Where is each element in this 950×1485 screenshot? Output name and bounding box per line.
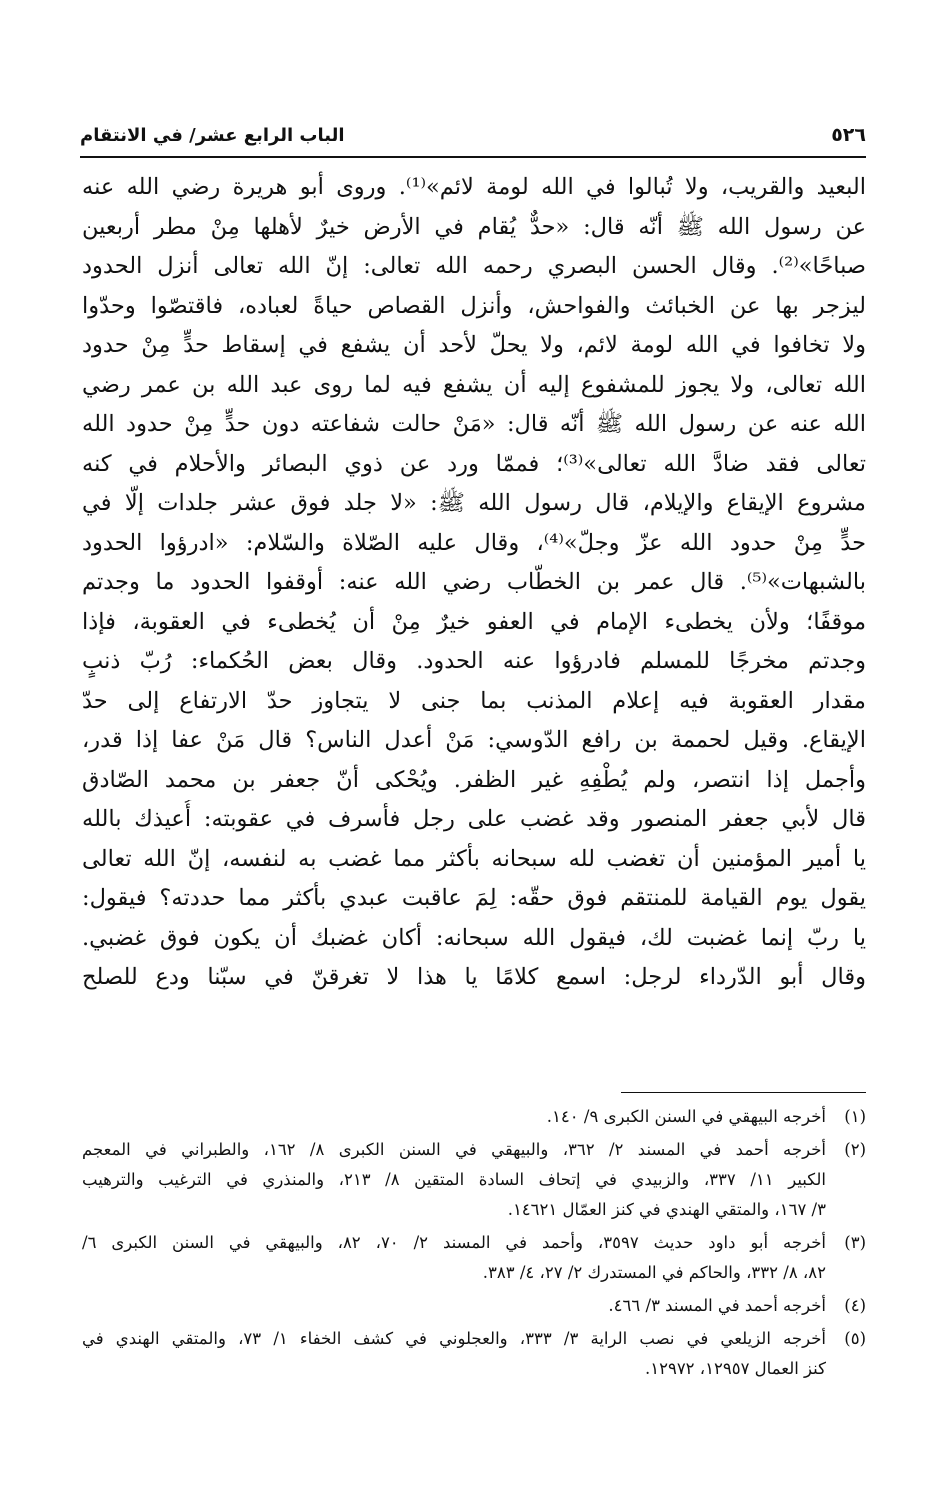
- footnote-line: أخرجه أحمد في المسند ٣/ ٤٦٦.: [608, 1296, 826, 1315]
- footnote-line: أخرجه أحمد في المسند ٢/ ٣٦٢، والبيهقي في السنن الكبرى ٨/ ١٦٢، والطبراني في المعجم: [82, 1140, 826, 1159]
- text-line: البعيد والقريب، ولا تُبالوا في الله لومة لائم»⁽¹⁾. وروى أبو هريرة رضي الله عنه: [82, 174, 866, 200]
- text-line: بالشبهات»⁽⁵⁾. قال عمر بن الخطّاب رضي الله عنه: أوقفوا الحدود ما وجدتم: [82, 569, 866, 595]
- text-line: يقول يوم القيامة للمنتقم فوق حقّه: لِمَ عاقبت عبدي بأكثر مما حددته؟ فيقول:: [82, 885, 866, 911]
- footnote-3: [82, 1228, 866, 1288]
- text-line: قال لأبي جعفر المنصور وقد غضب على رجل فأسرف في عقوبته: أُعيذك بالله: [82, 806, 866, 832]
- footnote-line: ٣/ ١٦٧، والمتقي الهندي في كنز العمّال ١٤٦٢١.: [507, 1200, 826, 1219]
- footnote-line: ٨٢، ٨/ ٣٣٢، والحاكم في المستدرك ٢/ ٢٧، ٤/ ٣٨٣.: [482, 1263, 826, 1282]
- footnotes: [82, 1102, 866, 1387]
- page-number: ٥٢٦: [831, 124, 866, 146]
- text-line: يا أمير المؤمنين أن تغضب لله سبحانه بأكثر مما غضب به لنفسه، إنّ الله تعالى: [82, 845, 866, 872]
- text-line: ليزجر بها عن الخبائث والفواحش، وأنزل القصاص حياةً لعباده، فاقتصّوا وحدّوا: [82, 292, 866, 319]
- text-line: مقدار العقوبة فيه إعلام المذنب بما جنى لا يتجاوز حدّ الارتفاع إلى حدّ: [82, 687, 866, 714]
- text-line: عن رسول الله ﷺ أنّه قال: «حدٌّ يُقام في الأرض خيرٌ لأهلها مِنْ مطر أربعين: [82, 213, 866, 240]
- text-line: وأجمل إذا انتصر، ولم يُطْفِهِ غير الظفر. ويُحْكى أنّ جعفر بن محمد الصّادق: [82, 766, 866, 793]
- text-line: يا ربّ إنما غضبت لك، فيقول الله سبحانه: أكان غضبك أن يكون فوق غضبي.: [82, 924, 866, 951]
- text-line: حدٍّ مِنْ حدود الله عزّ وجلّ»⁽⁴⁾، وقال عليه الصّلاة والسّلام: «ادرؤوا الحدود: [82, 529, 866, 556]
- footnote-2: [82, 1135, 866, 1225]
- main-text: [82, 168, 866, 998]
- footnote-number: (٥): [844, 1329, 866, 1348]
- chapter-title: الباب الرابع عشر/ في الانتقام: [80, 124, 345, 146]
- footnote-line: أخرجه الزيلعي في نصب الراية ٣/ ٣٣٣، والعجلوني في كشف الخفاء ١/ ٧٣، والمتقي الهندي في: [82, 1329, 826, 1348]
- footnote-number: (٢): [844, 1140, 866, 1159]
- text-line: مشروع الإيقاع والإيلام، قال رسول الله ﷺ: «لا جلد فوق عشر جلدات إلّا في: [82, 490, 866, 516]
- footnote-divider: [621, 1092, 866, 1093]
- footnote-number: (١): [844, 1107, 866, 1126]
- footnote-4: [82, 1291, 866, 1321]
- text-line: تعالى فقد ضادَّ الله تعالى»⁽³⁾؛ فممّا ورد عن ذوي البصائر والأحلام في كنه: [82, 450, 866, 477]
- footnote-5: [82, 1324, 866, 1384]
- running-head: [80, 118, 866, 152]
- text-line: الله تعالى، ولا يجوز للمشفوع إليه أن يشفع فيه لما روى عبد الله بن عمر رضي: [82, 371, 866, 398]
- footnote-line: أخرجه أبو داود حديث ٣٥٩٧، وأحمد في المسند ٢/ ٧٠، ٨٢، والبيهقي في السنن الكبرى ٦/: [82, 1233, 826, 1252]
- text-line: الله عنه عن رسول الله ﷺ أنّه قال: «مَنْ حالت شفاعته دون حدٍّ مِنْ حدود الله: [82, 411, 866, 437]
- text-line: وجدتم مخرجًا للمسلم فادرؤوا عنه الحدود. وقال بعض الحُكماء: رُبّ ذنبٍ: [82, 648, 866, 674]
- header-divider: [80, 156, 866, 158]
- text-line: ولا تخافوا في الله لومة لائم، ولا يحلّ لأحد أن يشفع في إسقاط حدٍّ مِنْ حدود: [82, 332, 866, 358]
- text-line: موقفًا؛ ولأن يخطىء الإمام في العفو خيرٌ مِنْ أن يُخطىء في العقوبة، فإذا: [82, 608, 866, 635]
- footnote-number: (٣): [844, 1233, 866, 1252]
- text-line: صباحًا»⁽²⁾. وقال الحسن البصري رحمه الله تعالى: إنّ الله تعالى أنزل الحدود: [82, 253, 866, 279]
- footnote-line: كنز العمال ١٢٩٥٧، ١٢٩٧٢.: [644, 1359, 826, 1378]
- footnote-line: الكبير ١١/ ٣٣٧، والزبيدي في إتحاف السادة المتقين ٨/ ٢١٣، والمنذري في الترغيب والترهيب: [82, 1170, 826, 1189]
- footnote-number: (٤): [844, 1296, 866, 1315]
- text-line: وقال أبو الدّرداء لرجل: اسمع كلامًا يا هذا لا تغرقنّ في سبّنا ودع للصلح: [82, 964, 866, 990]
- footnote-line: أخرجه البيهقي في السنن الكبرى ٩/ ١٤٠.: [546, 1107, 826, 1126]
- footnote-1: [82, 1102, 866, 1132]
- text-line: الإيقاع. وقيل لحممة بن رافع الدّوسي: مَنْ أعدل الناس؟ قال مَنْ عفا إذا قدر،: [82, 727, 866, 753]
